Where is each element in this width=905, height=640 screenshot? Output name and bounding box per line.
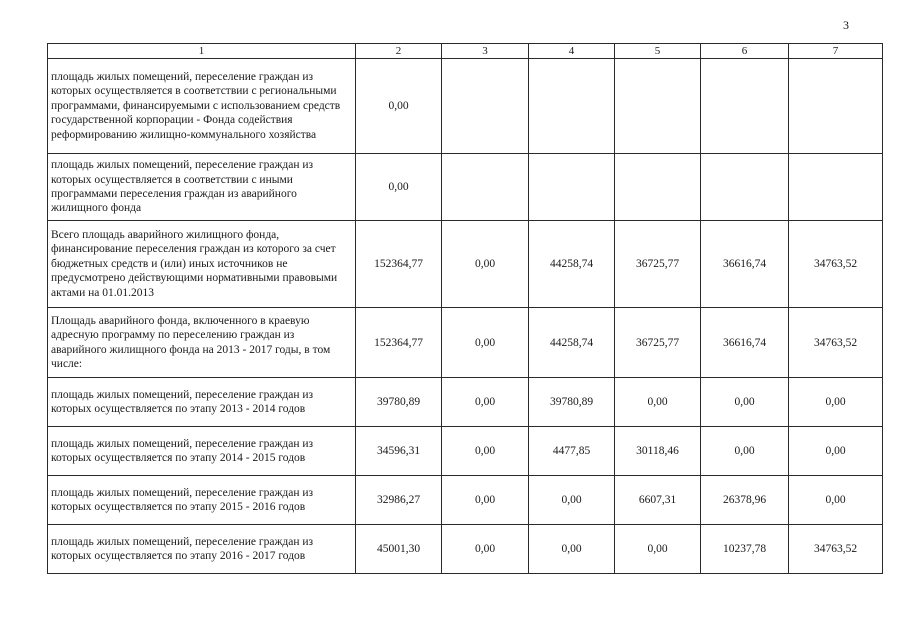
row-value-col2: 32986,27 <box>356 476 442 525</box>
row-value-col5: 6607,31 <box>615 476 701 525</box>
row-description: площадь жилых помещений, переселение граждан из которых осуществляется по этапу 2015 - 2016 годов <box>48 476 356 525</box>
column-header-6: 6 <box>701 44 789 59</box>
row-value-col3 <box>442 59 529 154</box>
row-value-col2: 0,00 <box>356 59 442 154</box>
row-value-col6: 0,00 <box>701 427 789 476</box>
row-value-col6: 26378,96 <box>701 476 789 525</box>
row-value-col4: 44258,74 <box>529 221 615 308</box>
column-header-4: 4 <box>529 44 615 59</box>
column-header-5: 5 <box>615 44 701 59</box>
row-value-col2: 39780,89 <box>356 378 442 427</box>
row-value-col2: 152364,77 <box>356 308 442 378</box>
row-value-col5 <box>615 154 701 221</box>
table-row <box>48 427 883 476</box>
row-value-col4 <box>529 59 615 154</box>
row-description: площадь жилых помещений, переселение граждан из которых осуществляется по этапу 2014 - 2015 годов <box>48 427 356 476</box>
row-description: площадь жилых помещений, переселение граждан из которых осуществляется по этапу 2016 - 2017 годов <box>48 525 356 574</box>
table-row <box>48 221 883 308</box>
row-description: площадь жилых помещений, переселение граждан из которых осуществляется в соответствии с иными программами переселения граждан из аварийного жилищного фонда <box>48 154 356 221</box>
row-value-col3: 0,00 <box>442 525 529 574</box>
column-header-1: 1 <box>48 44 356 59</box>
row-value-col2: 34596,31 <box>356 427 442 476</box>
row-value-col7: 0,00 <box>789 476 883 525</box>
row-value-col7: 34763,52 <box>789 221 883 308</box>
table-row <box>48 154 883 221</box>
row-value-col2: 0,00 <box>356 154 442 221</box>
row-value-col3 <box>442 154 529 221</box>
row-value-col5: 0,00 <box>615 525 701 574</box>
row-value-col6 <box>701 59 789 154</box>
header-row <box>48 44 883 59</box>
row-description: площадь жилых помещений, переселение граждан из которых осуществляется в соответствии с региональными программами, финансируемыми с использованием средств государственной корпорации - Фонда содействия реформированию жилищно-коммунального хозяйства <box>48 59 356 154</box>
column-header-3: 3 <box>442 44 529 59</box>
row-description: Всего площадь аварийного жилищного фонда, финансирование переселения граждан из которого за счет бюджетных средств и (или) иных источников не предусмотрено действующими нормативными правовыми актами на 01.01.2013 <box>48 221 356 308</box>
row-value-col7 <box>789 59 883 154</box>
row-value-col4: 0,00 <box>529 476 615 525</box>
row-value-col3: 0,00 <box>442 308 529 378</box>
column-header-7: 7 <box>789 44 883 59</box>
row-value-col3: 0,00 <box>442 476 529 525</box>
row-value-col4: 4477,85 <box>529 427 615 476</box>
row-value-col3: 0,00 <box>442 427 529 476</box>
row-value-col3: 0,00 <box>442 221 529 308</box>
row-value-col5: 30118,46 <box>615 427 701 476</box>
row-value-col4: 44258,74 <box>529 308 615 378</box>
table-row <box>48 308 883 378</box>
page-number: 3 <box>843 18 849 32</box>
row-value-col7: 0,00 <box>789 378 883 427</box>
table-row <box>48 378 883 427</box>
row-value-col7 <box>789 154 883 221</box>
row-value-col2: 45001,30 <box>356 525 442 574</box>
row-value-col5: 0,00 <box>615 378 701 427</box>
row-value-col2: 152364,77 <box>356 221 442 308</box>
table-row <box>48 476 883 525</box>
row-description: Площадь аварийного фонда, включенного в краевую адресную программу по переселению граждан из аварийного жилищного фонда на 2013 - 2017 годы, в том числе: <box>48 308 356 378</box>
row-value-col6: 36616,74 <box>701 221 789 308</box>
row-description: площадь жилых помещений, переселение граждан из которых осуществляется по этапу 2013 - 2014 годов <box>48 378 356 427</box>
column-header-2: 2 <box>356 44 442 59</box>
row-value-col6 <box>701 154 789 221</box>
row-value-col4: 39780,89 <box>529 378 615 427</box>
row-value-col6: 36616,74 <box>701 308 789 378</box>
table-row <box>48 525 883 574</box>
row-value-col7: 0,00 <box>789 427 883 476</box>
row-value-col6: 0,00 <box>701 378 789 427</box>
row-value-col5: 36725,77 <box>615 308 701 378</box>
row-value-col4: 0,00 <box>529 525 615 574</box>
data-table <box>47 43 883 574</box>
row-value-col5: 36725,77 <box>615 221 701 308</box>
row-value-col5 <box>615 59 701 154</box>
row-value-col6: 10237,78 <box>701 525 789 574</box>
row-value-col4 <box>529 154 615 221</box>
row-value-col7: 34763,52 <box>789 308 883 378</box>
row-value-col3: 0,00 <box>442 378 529 427</box>
table-row <box>48 59 883 154</box>
row-value-col7: 34763,52 <box>789 525 883 574</box>
